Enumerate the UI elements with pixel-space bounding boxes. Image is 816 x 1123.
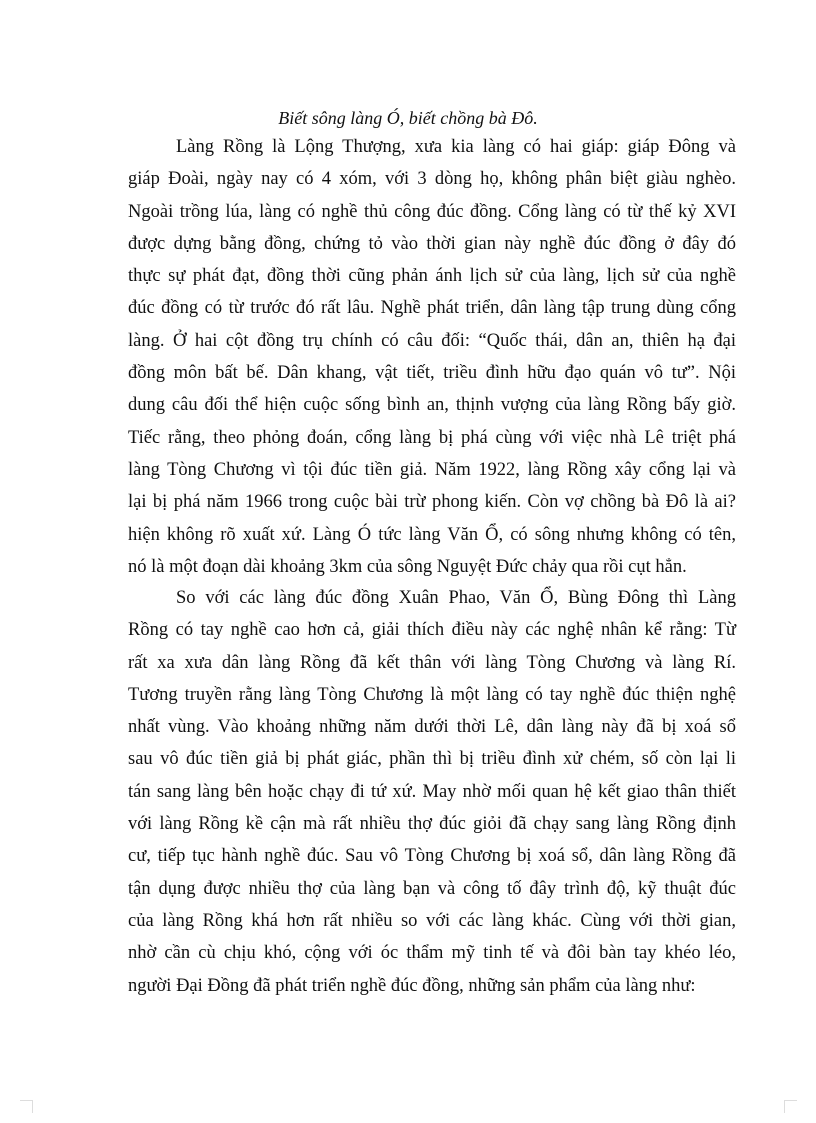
text-line: của làng Rồng khá hơn rất nhiều so với các làng khác. Cùng với thời gian, <box>128 910 736 931</box>
text-line: Làng Rồng là Lộng Thượng, xưa kia làng có hai giáp: giáp Đông và <box>176 137 736 157</box>
text-line: rất xa xưa dân làng Rồng đã kết thân với làng Tòng Chương và làng Rí. <box>128 652 736 673</box>
text-line: Tiếc rằng, theo phỏng đoán, cổng làng bị phá cùng với việc nhà Lê triệt phá <box>128 427 736 448</box>
text-line: với làng Rồng kề cận mà rất nhiều thợ đúc giỏi đã chạy sang làng Rồng định <box>128 814 736 835</box>
text-line: Rồng có tay nghề cao hơn cả, giải thích điều này các nghệ nhân kể rằng: Từ <box>128 620 736 641</box>
page-corner-mark <box>784 1100 797 1113</box>
text-line: tán sang làng bên hoặc chạy đi tứ xứ. May nhờ mối quan hệ kết giao thân thiết <box>128 781 736 802</box>
text-line: nhờ cần cù chịu khó, cộng với óc thẩm mỹ tinh tế và đôi bàn tay khéo léo, <box>128 943 736 964</box>
text-line: làng. Ở hai cột đồng trụ chính có câu đối: “Quốc thái, dân an, thiên hạ đại <box>128 330 736 351</box>
text-line: sau vô đúc tiền giả bị phát giác, phần thì bị triều đình xử chém, số còn lại li <box>128 749 736 770</box>
text-line: cư, tiếp tục hành nghề đúc. Sau vô Tòng Chương bị xoá sổ, dân làng Rồng đã <box>128 846 736 867</box>
text-line: Tương truyền rằng làng Tòng Chương là một làng có tay nghề đúc thiện nghệ <box>128 684 736 705</box>
text-line: hiện không rõ xuất xứ. Làng Ó tức làng Văn Ổ, có sông nhưng không có tên, <box>128 524 736 545</box>
document-title: Biết sông làng Ó, biết chồng bà Đô. <box>278 108 538 128</box>
text-line: giáp Đoài, ngày nay có 4 xóm, với 3 dòng họ, không phân biệt giàu nghèo. <box>128 169 736 190</box>
text-line: đúc đồng có từ trước đó rất lâu. Nghề phát triển, dân làng tập trung dùng cổng <box>128 298 736 319</box>
text-line: dung câu đối thể hiện cuộc sống bình an, thịnh vượng của làng Rồng bấy giờ. <box>128 395 736 416</box>
text-line: lại bị phá năm 1966 trong cuộc bài trừ phong kiến. Còn vợ chồng bà Đô là ai? <box>128 492 736 513</box>
text-line: nhất vùng. Vào khoảng những năm dưới thời Lê, dân làng này đã bị xoá sổ <box>128 717 736 738</box>
paragraph-2 <box>128 582 736 1002</box>
text-line: người Đại Đồng đã phát triển nghề đúc đồng, những sản phẩm của làng như: <box>128 975 696 996</box>
text-line: tận dụng được nhiều thợ của làng bạn và công tố đây trình độ, kỹ thuật đúc <box>128 878 736 899</box>
paragraph-1 <box>128 131 736 583</box>
text-line: Ngoài trồng lúa, làng có nghề thủ công đúc đồng. Cổng làng có từ thế kỷ XVI <box>128 201 736 222</box>
text-line: nó là một đoạn dài khoảng 3km của sông Nguyệt Đức chảy qua rồi cụt hẳn. <box>128 556 687 577</box>
text-line: So với các làng đúc đồng Xuân Phao, Văn Ổ, Bùng Đông thì Làng <box>176 588 736 608</box>
text-line: đồng môn bất bế. Dân khang, vật tiết, triều đình hữu đạo quán vô tư”. Nội <box>128 363 736 384</box>
text-line: làng Tòng Chương vì tội đúc tiền giả. Năm 1922, làng Rồng xây cổng lại và <box>128 459 736 480</box>
page-corner-mark <box>20 1100 33 1113</box>
text-line: thực sự phát đạt, đồng thời cũng phản ánh lịch sử của làng, lịch sử của nghề <box>128 266 736 287</box>
text-line: được dựng bằng đồng, chứng tỏ vào thời gian này nghề đúc đồng ở đây đó <box>128 233 736 254</box>
